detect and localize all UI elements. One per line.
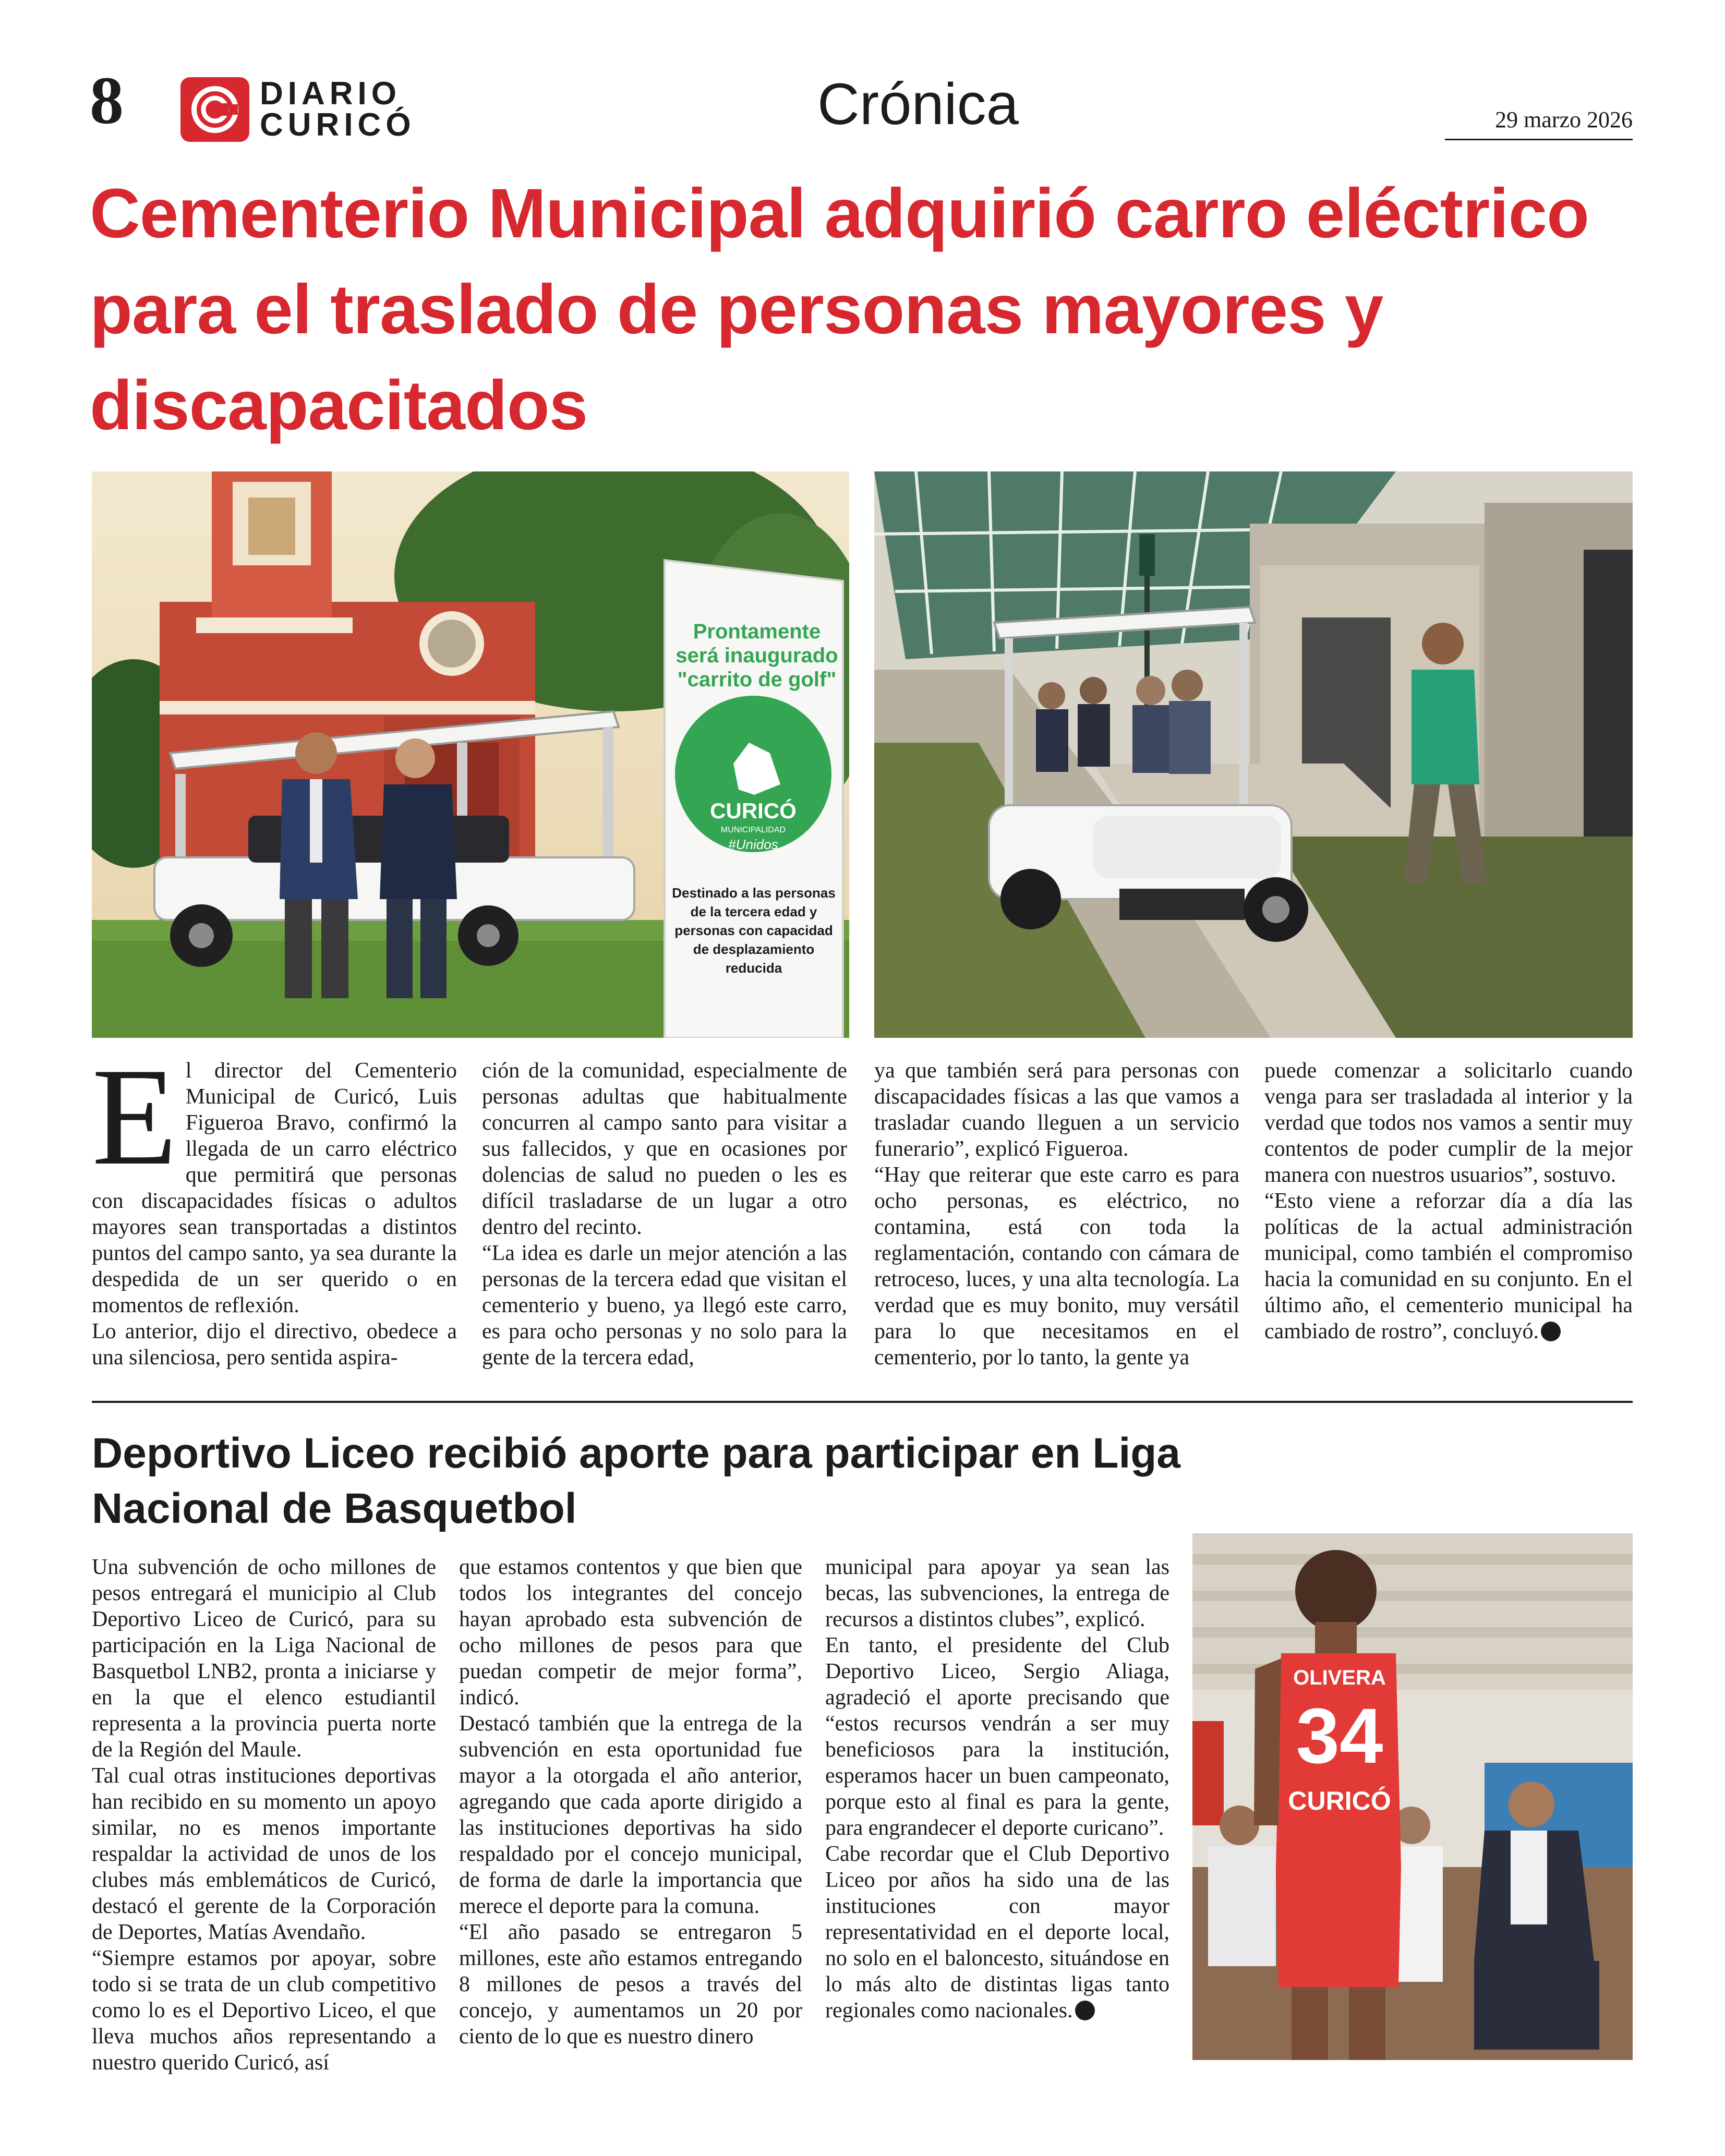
article1-photo-cemetery-chapel — [92, 471, 849, 1038]
article1-c2-p1: ción de la comunidad, especialmente de personas adultas que habitualmente concurren al campo santo para visitar a sus fallecidos, y que en ocasiones por dolencias de salud no pueden o les es difícil trasladarse de un lugar a otro dentro del recinto. — [482, 1059, 847, 1239]
article1-c3-p1: ya que también será para personas con discapacidades físicas a las que vamos a trasladar cuando lleguen a un servicio funerario”, explicó Figueroa. — [874, 1059, 1239, 1161]
banner-line-3: "carrito de golf" — [677, 668, 837, 691]
article1-headline: Cementerio Municipal adquirió carro eléctrico para el traslado de personas mayores y discapacitados — [90, 175, 1589, 444]
article1-c4-p2: “Esto viene a reforzar día a día las políticas de la actual administración municipal, como también el compromiso hacia la comunidad en su conjunto. En el último año, el cementerio municipal ha cambiado de rostro”, concluyó. — [1264, 1189, 1633, 1343]
article2-c1-p2: Tal cual otras instituciones deportivas han recibido en su momento un apoyo similar, no es menos importante respaldar la actividad de unos de los clubes más emblemáticos de Curicó, destacó el gerente de la Corporación de Deportes, Matías Avendaño. — [92, 1764, 436, 1944]
jersey-name: OLIVERA — [1293, 1666, 1386, 1689]
banner-logo-name: CURICÓ — [710, 798, 797, 823]
banner-caption: Destinado a las personas de la tercera edad y personas con capacidad de desplazamiento reducida — [672, 885, 836, 976]
article2-column-2 — [459, 1554, 802, 2050]
article2-headline: Deportivo Liceo recibió aporte para participar en Liga Nacional de Basquetbol — [92, 1430, 1180, 1532]
article1-column-1 — [92, 1039, 457, 1371]
article2-c2-p2: Destacó también que la entrega de la subvención en esta oportunidad fue mayor a la otorgada el año anterior, agregando que cada aporte dirigido a las instituciones deportivas ha sido respaldado por el concejo municipal, de forma de darle la importancia que merece el deporte para la comuna. — [459, 1712, 802, 1918]
article2-c2-p1: que estamos contentos y que bien que todos los integrantes del concejo hayan aprobado esta subvención de ocho millones de pesos para que puedan competir de mejor forma”, indicó. — [459, 1555, 802, 1710]
banner-logo-sign: #Unidos — [728, 837, 778, 852]
end-of-article-icon — [1075, 2001, 1095, 2020]
logo-line-1: DIARIO — [260, 76, 401, 112]
jersey-number: 34 — [1296, 1692, 1383, 1779]
issue-date: 29 marzo 2026 — [1495, 107, 1633, 132]
banner-line-2: será inaugurado — [675, 644, 838, 667]
article2-c3-p3: Cabe recordar que el Club Deportivo Liceo por años ha sido una de las instituciones con mayor representatividad en el deporte local, no solo en el baloncesto, situándose en lo más alto de distintas ligas tanto regionales como nacionales. — [825, 1842, 1169, 2022]
article1-dropcap: E — [92, 1039, 177, 1194]
article2-column-3 — [825, 1554, 1169, 2024]
article2-c1-p1: Una subvención de ocho millones de pesos entregará el municipio al Club Deportivo Liceo de Curicó, para su participación en la Liga Nacional de Basquetbol LNB2, pronta a iniciarse y en la que el elenco estudiantil representa a la provincia puerta norte de la Región del Maule. — [92, 1555, 436, 1762]
article1-c3-p2: “Hay que reiterar que este carro es para ocho personas, es eléctrico, no contamina, está con toda la reglamentación, contando con cámara de retroceso, luces, y una alta tecnología. La verdad que es muy bonito, muy versátil para lo que necesitamos en el cementerio, por lo tanto, la gente ya — [874, 1163, 1239, 1370]
article2-c2-p3: “El año pasado se entregaron 5 millones, este año estamos entregando 8 millones de pesos a través del concejo, y aumentamos un 20 por ciento de lo que es nuestro dinero — [459, 1920, 802, 2049]
article1-c1-p2: Lo anterior, dijo el directivo, obedece a una silenciosa, pero sentida aspira- — [92, 1319, 457, 1370]
banner-logo-sub: MUNICIPALIDAD — [720, 826, 786, 834]
article1-c2-p2: “La idea es darle un mejor atención a las personas de la tercera edad que visitan el cementerio y bueno, ya llegó este carro, es para ocho personas y no solo para la gente de la tercera edad, — [482, 1241, 847, 1370]
banner-line-1: Prontamente — [693, 620, 821, 643]
diario-curico-logo-icon — [180, 77, 249, 142]
article2-c1-p3: “Siempre estamos por apoyar, sobre todo si se trata de un club competitivo como lo es el Deportivo Liceo, el que lleva muchos años representando a nuestro querido Curicó, así — [92, 1946, 436, 2075]
article2-c3-p1: municipal para apoyar ya sean las becas, las subvenciones, la entrega de recursos a distintos clubes”, explicó. — [825, 1555, 1169, 1631]
article-divider — [92, 1401, 1633, 1403]
jersey-team: CURICÓ — [1288, 1786, 1391, 1815]
logo-wordmark — [260, 78, 416, 141]
article1-column-4 — [1264, 1058, 1633, 1345]
logo-line-2: CURICÓ — [260, 107, 416, 143]
article1-photo-cart-in-cemetery — [874, 471, 1633, 1038]
article2-photo-basketball-player — [1192, 1533, 1633, 2060]
article1-c4-p1: puede comenzar a solicitarlo cuando venga para ser trasladada al interior y la verdad que todos nos vamos a sentir muy contentos de poder cumplir de la mejor manera con nuestros usuarios”, sostuvo. — [1264, 1059, 1633, 1187]
page-number: 8 — [90, 63, 124, 138]
section-title: Crónica — [817, 71, 1019, 137]
date-underline — [1445, 139, 1633, 140]
article1-c1-p1: l director del Cementerio Municipal de Curicó, Luis Figueroa Bravo, confirmó la llegada de un carro eléctrico que permitirá que personas con discapacidades físicas o adultos mayores sean transportadas a distintos puntos del campo santo, ya sea durante la despedida de un ser querido o en momentos de reflexión. — [92, 1059, 457, 1317]
end-of-article-icon — [1541, 1322, 1561, 1341]
article1-column-2 — [482, 1058, 847, 1371]
article2-c3-p2: En tanto, el presidente del Club Deportivo Liceo, Sergio Aliaga, agradeció el aporte precisando que “estos recursos vendrán a ser muy beneficiosos para la institución, esperamos hacer un buen campeonato, porque esto al final es para la gente, para engrandecer el deporte curicano”. — [825, 1633, 1169, 1840]
article2-column-1 — [92, 1554, 436, 2076]
article1-column-3 — [874, 1058, 1239, 1371]
